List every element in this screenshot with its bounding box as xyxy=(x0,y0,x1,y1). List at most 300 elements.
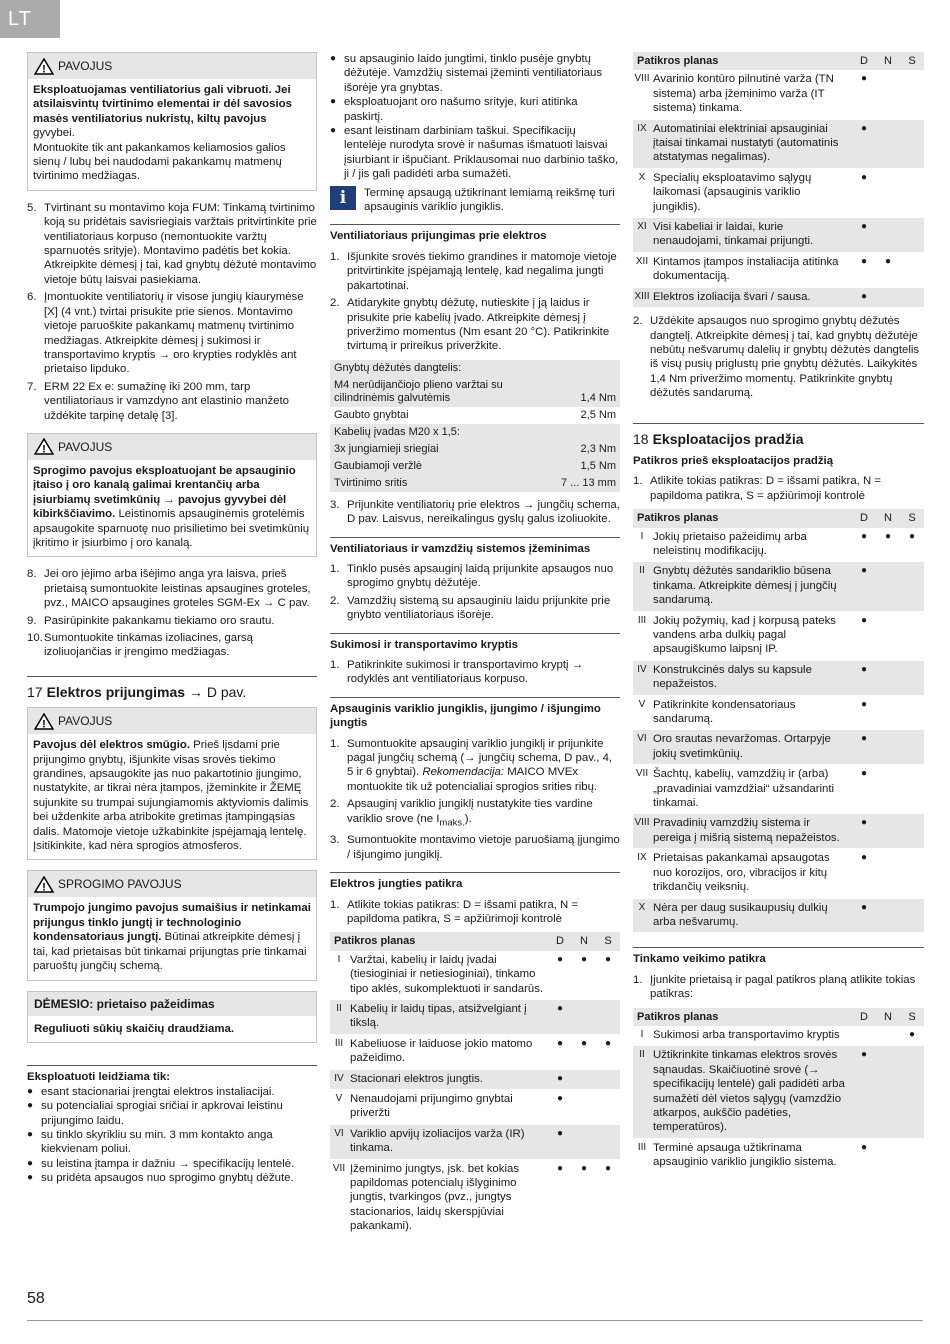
danger-body xyxy=(28,79,316,190)
spec-row xyxy=(330,377,620,407)
check-mark: ● xyxy=(548,1069,572,1089)
bullet-text: su leistina įtampa ir dažniu → specifikacijų lentelė. xyxy=(41,1157,295,1170)
spec-row xyxy=(330,360,620,377)
spec-row xyxy=(330,458,620,475)
check-mark xyxy=(876,611,900,660)
column-header: N xyxy=(572,932,596,950)
row-numeral: X xyxy=(633,898,653,933)
table-row xyxy=(633,168,924,217)
check-mark xyxy=(876,218,900,253)
row-text: Prietaisas pakankamai apsaugotas nuo korozijos, oro, vibracijos ir kitų trikdančių veiksnių. xyxy=(653,849,852,898)
table-header-row xyxy=(330,932,620,950)
step-text xyxy=(347,797,620,830)
row-text: Konstrukcinės dalys su kapsule nepažeistos. xyxy=(653,660,852,695)
check-mark xyxy=(900,730,924,765)
bullet-icon: ● xyxy=(27,1128,34,1140)
list-item xyxy=(330,658,620,687)
check-mark xyxy=(900,765,924,814)
danger-body xyxy=(28,897,316,979)
operation-check-intro xyxy=(633,973,924,1002)
check-mark: ● xyxy=(876,252,900,287)
check-mark xyxy=(876,1046,900,1138)
check-mark xyxy=(572,1124,596,1159)
page-number: 58 xyxy=(27,1290,45,1307)
row-numeral: XII xyxy=(633,252,653,287)
list-item xyxy=(27,1171,317,1185)
table-row xyxy=(633,849,924,898)
spec-row xyxy=(330,441,620,458)
step-number: 1. xyxy=(330,737,340,750)
table-row xyxy=(633,1026,924,1046)
operation-check-heading: Tinkamo veikimo patikra xyxy=(633,947,924,966)
check-mark: ● xyxy=(596,1159,620,1237)
list-item xyxy=(330,898,620,927)
check-mark xyxy=(876,898,900,933)
figure-reference: → D pav. xyxy=(188,683,247,700)
rotation-steps xyxy=(330,658,620,687)
list-item xyxy=(330,737,620,795)
bullet-text: esant leistinam darbiniam taškui. Specifikacijų lentelėje nurodyta srovė ir našumas išmatuoti laisvai įsiurbiant ir išpučiant. Priklausomai nuo darbinio taško, ji / jis gali padidėti arba sumažėti. xyxy=(344,125,619,181)
step-number: 2. xyxy=(330,798,340,811)
danger-header xyxy=(28,708,316,734)
danger-bold-text: Eksploatuojamas ventiliatorius gali vibruoti. Jei atsilaisvintų tvirtinimo elementai ir dėl savosios masės ventiliatorius nukristų, kiltų pavojus xyxy=(33,84,292,125)
row-numeral: X xyxy=(633,168,653,217)
bullet-text: esant stacionariai įrengtai elektros instaliacijai. xyxy=(41,1085,275,1098)
check-mark xyxy=(876,1138,900,1173)
check-mark: ● xyxy=(572,1034,596,1069)
check-mark: ● xyxy=(852,70,876,119)
step-text: Vamzdžių sistemą su apsauginiu laidu prijunkite prie gnybto ventiliatoriaus išorėje. xyxy=(347,594,611,622)
check-mark xyxy=(900,252,924,287)
column-header: D xyxy=(852,509,876,527)
table-header-row xyxy=(633,1008,924,1026)
info-note xyxy=(330,186,620,215)
bullet-text: su tinklo skyrikliu su min. 3 mm kontakto anga kiekvienam poliui. xyxy=(41,1128,273,1156)
check-mark xyxy=(876,695,900,730)
check-mark xyxy=(900,611,924,660)
danger-text: Leistinomis apsauginėmis grotelėmis apsaugokite sparnuotę nuo prisilietimo bei svetimkūnių įkritimo ir įsiurbimo į oro kanalą. xyxy=(33,508,310,549)
check-mark: ● xyxy=(548,1124,572,1159)
check-mark: ● xyxy=(852,660,876,695)
spec-row xyxy=(330,407,620,424)
step-number: 6. xyxy=(27,291,37,304)
table-row xyxy=(330,999,620,1034)
bullet-icon: ● xyxy=(330,125,337,137)
row-text: Sukimosi arba transportavimo kryptis xyxy=(653,1026,852,1046)
step-text xyxy=(347,737,620,795)
row-text: Automatiniai elektriniai apsauginiai įtaisai tinkamai nustatyti (automatinis atstatymas negalimas). xyxy=(653,119,852,168)
table-row xyxy=(633,814,924,849)
motor-switch-heading: Apsauginis variklio jungiklis, įjungimo / išjungimo jungtis xyxy=(330,697,620,731)
row-text: Kintamos įtampos instaliacija atitinka dokumentaciją. xyxy=(653,252,852,287)
step-number: 9. xyxy=(27,614,37,627)
row-numeral: VI xyxy=(330,1124,350,1159)
step-number: 7. xyxy=(27,380,37,393)
check-mark xyxy=(900,119,924,168)
spec-label: Gaubto gnybtai xyxy=(334,408,409,421)
row-numeral: XIII xyxy=(633,287,653,307)
spec-label: Kabelių įvadas M20 x 1,5: xyxy=(330,424,550,441)
step-number: 10. xyxy=(27,632,43,644)
warning-triangle-icon xyxy=(34,438,54,455)
list-item xyxy=(633,973,924,1002)
table-row xyxy=(330,1090,620,1125)
step-text: Tinklo pusės apsauginį laidą prijunkite apsaugos nuo sprogimo gnybtų dėžutėje. xyxy=(347,562,614,590)
step-number: 2. xyxy=(330,594,340,607)
list-item xyxy=(27,631,317,660)
check-mark: ● xyxy=(852,898,876,933)
spec-label: 3x jungiamieji sriegiai xyxy=(330,441,550,458)
bullet-text: eksploatuojant oro našumo srityje, kuri atitinka paskirtį. xyxy=(344,96,578,123)
row-text: Kabelių ir laidų tipas, atsižvelgiant į tikslą. xyxy=(350,999,548,1034)
allowed-heading: Eksploatuoti leidžiama tik: xyxy=(27,1065,317,1084)
row-numeral: I xyxy=(633,528,653,562)
step-text: Patikrinkite sukimosi ir transportavimo kryptį → rodyklės ant ventiliatoriaus korpuso. xyxy=(347,658,584,686)
check-mark xyxy=(596,999,620,1034)
check-mark: ● xyxy=(852,528,876,562)
row-numeral: IV xyxy=(633,660,653,695)
step-text: Prijunkite ventiliatorių prie elektros → jungčių schema, D pav. Laisvus, nereikalingus gyslų galus izoliuokite. xyxy=(347,498,620,526)
check-mark xyxy=(572,999,596,1034)
danger-header xyxy=(28,53,316,79)
row-text: Nenaudojami prijungimo gnybtai priveržti xyxy=(350,1090,548,1125)
table-header-row xyxy=(633,509,924,527)
section-title: Elektros prijungimas xyxy=(46,683,186,700)
check-mark xyxy=(852,1026,876,1046)
check-mark: ● xyxy=(852,218,876,253)
column-header: N xyxy=(876,509,900,527)
check-mark: ● xyxy=(548,951,572,1000)
check-mark xyxy=(900,814,924,849)
bullet-icon: ● xyxy=(27,1172,34,1184)
danger-body xyxy=(28,734,316,859)
notice-header xyxy=(28,992,316,1016)
check-mark: ● xyxy=(876,528,900,562)
step-text-part: Sumontuokite apsauginį variklio jungiklį ir prijunkite pagal jungčių schemą (→ jungčių schema, D pav., 4, 5 ir 6 gnybtai). xyxy=(347,737,613,779)
row-numeral: III xyxy=(633,611,653,660)
row-text: Terminė apsauga užtikrinama apsauginio variklio jungiklio sistema. xyxy=(653,1138,852,1173)
table-row xyxy=(633,287,924,307)
precheck-heading: Patikros prieš eksploatacijos pradžią xyxy=(633,454,834,467)
danger-paragraph: Montuokite tik ant pakankamos keliamosios galios sienų / lubų bei naudodami pakankamų matmenų tvirtinimo medžiagas. xyxy=(33,141,286,183)
row-text: Elektros izoliacija švari / sausa. xyxy=(653,287,852,307)
check-mark: ● xyxy=(548,1034,572,1069)
column-left xyxy=(27,52,317,1186)
column-header: S xyxy=(900,509,924,527)
step-text: Uždėkite apsaugos nuo sprogimo gnybtų dėžutės dangtelį. Atkreipkite dėmesį į tai, kad gnybtų dėžutėje nebūtų nešvarumų dalelių ir gnybtų dėžutės dangtelis iš visų pusių priglustų prie gnybtų dėžutės. Laikykitės 1,4 Nm priveržimo momentų. Patikrinkite gnybtų dėžutės sandarumą. xyxy=(650,315,920,400)
check-mark: ● xyxy=(852,765,876,814)
step-number: 5. xyxy=(27,201,37,214)
spec-label: Gaubiamoji veržlė xyxy=(330,458,550,475)
list-item xyxy=(27,290,317,376)
step-text: Įjunkite prietaisą ir pagal patikros planą atlikite tokias patikras: xyxy=(650,973,916,1001)
rotation-heading: Sukimosi ir transportavimo kryptis xyxy=(330,633,620,652)
grounding-steps xyxy=(330,562,620,623)
list-item xyxy=(27,1085,317,1099)
check-mark: ● xyxy=(548,999,572,1034)
bullet-icon: ● xyxy=(27,1085,34,1097)
check-mark xyxy=(876,562,900,611)
column-header: N xyxy=(876,1008,900,1026)
warning-triangle-icon xyxy=(34,876,54,893)
danger-body xyxy=(28,460,316,556)
check-mark: ● xyxy=(596,951,620,1000)
step-number: 3. xyxy=(330,498,340,511)
table-row xyxy=(633,1046,924,1138)
spec-value: 1,5 Nm xyxy=(550,458,620,475)
danger-header xyxy=(28,871,316,897)
table-row xyxy=(633,252,924,287)
explosion-hazard-box xyxy=(27,870,317,980)
row-text: Patikrinkite kondensatoriaus sandarumą. xyxy=(653,695,852,730)
list-item xyxy=(27,380,317,423)
row-text: Nėra per daug susikaupusių dulkių arba nešvarumų. xyxy=(653,898,852,933)
motor-switch-steps xyxy=(330,737,620,863)
column-header: D xyxy=(548,932,572,950)
check-mark: ● xyxy=(596,1034,620,1069)
row-text: Šachtų, kabelių, vamzdžių ir (arba) „pravadiniai vamzdžiai“ užsandarinti tinkamai. xyxy=(653,765,852,814)
row-text: Varžtai, kabelių ir laidų įvadai (tiesioginiai ir netiesioginiai), tinkamo tipo aklės, sukomplektuoti ir sandarūs. xyxy=(350,951,548,1000)
step-text-part: MAICO MVEx montuokite tik už potencialiai sprogios srities ribų. xyxy=(347,766,598,793)
check-mark: ● xyxy=(852,119,876,168)
row-numeral: VIII xyxy=(633,814,653,849)
check-mark: ● xyxy=(548,1090,572,1125)
column-header: S xyxy=(900,1008,924,1026)
row-text: Gnybtų dėžutės sandariklio būsena tinkama. Atkreipkite dėmesį į jungčių sandarumą. xyxy=(653,562,852,611)
step-number: 1. xyxy=(330,658,340,671)
danger-box-explosion xyxy=(27,433,317,557)
spec-value: 2,5 Nm xyxy=(580,408,616,421)
column-header: N xyxy=(876,52,900,70)
column-right xyxy=(633,52,924,1180)
danger-bold-text: Pavojus dėl elektros smūgio. xyxy=(33,739,190,752)
check-mark: ● xyxy=(852,252,876,287)
warning-triangle-icon xyxy=(34,713,54,730)
bullet-icon: ● xyxy=(27,1100,34,1112)
section-number: 17 xyxy=(27,683,43,700)
list-item xyxy=(330,52,620,95)
spec-label: Gnybtų dėžutės dangtelis: xyxy=(330,360,550,377)
spec-row xyxy=(330,475,620,492)
bullet-text: su pridėta apsaugos nuo sprogimo gnybtų dėžute. xyxy=(41,1172,294,1185)
check-mark: ● xyxy=(852,287,876,307)
check-mark xyxy=(596,1124,620,1159)
table-row xyxy=(633,660,924,695)
column-header: S xyxy=(596,932,620,950)
check-mark xyxy=(876,814,900,849)
notice-box xyxy=(27,991,317,1044)
step-number: 1. xyxy=(330,250,340,263)
check-mark xyxy=(900,168,924,217)
list-item xyxy=(330,797,620,830)
spec-value xyxy=(550,424,620,441)
table-row xyxy=(633,611,924,660)
check-mark xyxy=(900,660,924,695)
footer-rule xyxy=(27,1320,923,1321)
row-text: Stacionari elektros jungtis. xyxy=(350,1069,548,1089)
list-item xyxy=(330,250,620,293)
step-text: Atlikite tokias patikras: D = išsami patikra, N = papildoma patikra, S = apžiūrimoji kontrolė xyxy=(650,475,882,502)
list-item xyxy=(330,833,620,862)
danger-box-electric xyxy=(27,707,317,860)
connection-steps xyxy=(330,250,620,354)
danger-title: PAVOJUS xyxy=(58,58,113,73)
row-numeral: I xyxy=(633,1026,653,1046)
spec-value xyxy=(550,360,620,377)
check-mark xyxy=(876,1026,900,1046)
row-text: Kabeliuose ir laiduose jokio matomo pažeidimo. xyxy=(350,1034,548,1069)
table-row xyxy=(633,730,924,765)
check-mark: ● xyxy=(852,1138,876,1173)
row-numeral: VIII xyxy=(633,70,653,119)
danger-box-vibration xyxy=(27,52,317,191)
table-row xyxy=(330,1034,620,1069)
table-row xyxy=(633,695,924,730)
step-text: Sumontuokite montavimo vietoje paruošiamą įjungimo / išjungimo jungiklį. xyxy=(347,834,620,861)
spec-value: 2,3 Nm xyxy=(550,441,620,458)
check-mark xyxy=(900,562,924,611)
check-mark xyxy=(876,730,900,765)
check-mark xyxy=(900,898,924,933)
check-plan-table xyxy=(330,932,620,1237)
spec-row xyxy=(330,424,620,441)
check-mark xyxy=(900,218,924,253)
table-row xyxy=(330,1124,620,1159)
subscript: maks. xyxy=(439,816,465,828)
step-text: Sumontuokite tinkamas izoliacines, garsą izoliuojančias ir įrengimo medžiagas. xyxy=(44,632,253,659)
step-text-part: Apsauginį variklio jungiklį nustatykite ties vardine variklio srove (ne I xyxy=(347,798,593,825)
step-number: 2. xyxy=(633,315,643,328)
row-text: Avarinio kontūro pilnutinė varža (TN sistema) arba įžeminimo varža (IT sistema) tinkama. xyxy=(653,70,852,119)
bullet-icon: ● xyxy=(330,53,337,64)
column-header: S xyxy=(900,52,924,70)
section-heading-18 xyxy=(633,423,924,446)
notice-body: Reguliuoti sūkių skaičių draudžiama. xyxy=(34,1022,235,1035)
table-header: Patikros planas xyxy=(330,932,548,950)
notice-title: prietaiso pažeidimas xyxy=(93,996,215,1011)
row-numeral: II xyxy=(330,999,350,1034)
row-text: Specialių eksploatavimo sąlygų laikomasi (apsauginis variklio jungiklis). xyxy=(653,168,852,217)
check-mark: ● xyxy=(852,562,876,611)
table-row xyxy=(330,1159,620,1237)
spec-label: M4 nerūdijančiojo plieno varžtai su cilindrinėmis galvutėmis xyxy=(330,377,550,407)
check-mark xyxy=(572,1090,596,1125)
check-mark: ● xyxy=(900,528,924,562)
svg-text:!: ! xyxy=(42,63,46,75)
table-header: Patikros planas xyxy=(633,52,852,70)
check-mark: ● xyxy=(548,1159,572,1237)
step-number: 1. xyxy=(330,562,340,575)
spec-value: 1,4 Nm xyxy=(550,377,620,407)
check-mark xyxy=(900,287,924,307)
section-heading-17 xyxy=(27,676,317,699)
row-text: Jokių požymių, kad į korpusą pateks vandens arba dulkių pagal apsaugiškumo laipsnį IP. xyxy=(653,611,852,660)
list-item xyxy=(330,124,620,182)
check-mark: ● xyxy=(852,695,876,730)
spec-value: 7 ... 13 mm xyxy=(550,475,620,492)
check-mark: ● xyxy=(572,1159,596,1237)
column-middle xyxy=(330,52,620,1244)
step-number: 8. xyxy=(27,568,37,581)
check-mark xyxy=(900,849,924,898)
check-mark xyxy=(900,1046,924,1138)
row-numeral: V xyxy=(633,695,653,730)
check-heading: Elektros jungties patikra xyxy=(330,872,620,891)
precheck-intro xyxy=(633,474,924,503)
check-mark xyxy=(596,1069,620,1089)
installation-steps-continued xyxy=(27,567,317,659)
list-item xyxy=(27,1128,317,1157)
allowed-list-continued xyxy=(330,52,620,182)
check-mark xyxy=(900,1138,924,1173)
row-text: Įžeminimo jungtys, įsk. bet kokias papildomas potencialų išlyginimo jungtis, tvarkingos (pvz., jungtys stacionarios, laidų skerspjūviai pakankami). xyxy=(350,1159,548,1237)
table-row xyxy=(633,119,924,168)
step-text: Išjunkite srovės tiekimo grandines ir matomoje vietoje pritvirtinkite įspėjamąją lentelę, kad negalima jungti pakartotinai. xyxy=(347,250,617,292)
table-row xyxy=(633,1138,924,1173)
row-text: Pravadinių vamzdžių sistema ir pereiga į mišrią sistemą nepažeistos. xyxy=(653,814,852,849)
check-mark xyxy=(876,70,900,119)
list-item xyxy=(27,614,317,628)
danger-text: gyvybei. xyxy=(33,127,75,140)
step-text: Atidarykite gnybtų dėžutę, nutieskite į ją laidus ir prisukite prie kabelių įvado. Atkreipkite dėmesį į priveržimo momentus (Nm esant 20 °C). Patikrinkite tvirtumą ir prireikus priveržkite. xyxy=(347,297,610,353)
list-item xyxy=(27,567,317,610)
danger-bold-text: Sprogimo pavojus eksploatuojant be apsauginio įtaiso į oro kanalą galimai krentančių arba įsiurbiamų svetimkūnių → pavojus gyvybei dėl kibirkščiavimo. xyxy=(33,464,296,521)
check-mark xyxy=(572,1069,596,1089)
info-icon: i xyxy=(330,186,356,210)
row-numeral: V xyxy=(330,1090,350,1125)
check-mark xyxy=(876,849,900,898)
check-mark xyxy=(596,1090,620,1125)
list-item xyxy=(633,314,924,400)
row-numeral: XI xyxy=(633,218,653,253)
connection-step-3 xyxy=(330,498,620,527)
svg-text:!: ! xyxy=(42,881,46,893)
check-mark: ● xyxy=(900,1026,924,1046)
connection-heading: Ventiliatoriaus prijungimas prie elektros xyxy=(330,224,620,243)
row-numeral: VII xyxy=(633,765,653,814)
list-item xyxy=(330,498,620,527)
step-number: 2. xyxy=(330,297,340,310)
table-row xyxy=(633,898,924,933)
step-text-part: ). xyxy=(464,812,472,825)
row-text: Visi kabeliai ir laidai, kurie nenaudojami, tinkamai prijungti. xyxy=(653,218,852,253)
precheck-table xyxy=(633,509,924,933)
danger-title: PAVOJUS xyxy=(58,439,113,454)
step-text: Įmontuokite ventiliatorių ir visose jungių kiaurymėse [X] (4 vnt.) tvirtai prisukite prie sienos. Montavimo vietoje paruoškite pakankamų matmenų tvirtinimo medžiagas. Atkreipkite dėmesį į sukimosi ir transportavimo kryptis → oro krypties rodyklės ant prietaiso lipduko. xyxy=(44,291,304,376)
table-row xyxy=(330,951,620,1000)
step-number: 3. xyxy=(330,834,340,847)
table-row xyxy=(633,218,924,253)
row-numeral: IV xyxy=(330,1069,350,1089)
table-row xyxy=(330,1069,620,1089)
row-numeral: IX xyxy=(633,849,653,898)
row-numeral: III xyxy=(633,1138,653,1173)
check-mark: ● xyxy=(852,168,876,217)
row-numeral: II xyxy=(633,1046,653,1138)
list-item xyxy=(330,296,620,354)
bullet-icon: ● xyxy=(330,96,337,108)
svg-text:!: ! xyxy=(42,718,46,730)
row-text: Užtikrinkite tinkamas elektros srovės sąnaudas. Skaičiuotinė srovė (→ specifikacijų lentelė) gali padidėti arba sumažėti dėl vietos sąlygų (vamzdžio atkarpos, aukščio padėties, temperatūros). xyxy=(653,1046,852,1138)
allowed-list xyxy=(27,1085,317,1186)
list-item xyxy=(330,95,620,124)
check-mark xyxy=(876,765,900,814)
step-number: 1. xyxy=(633,973,643,986)
row-numeral: IX xyxy=(633,119,653,168)
row-numeral: VI xyxy=(633,730,653,765)
check-mark: ● xyxy=(852,611,876,660)
bullet-text: su potencialiai sprogiai sričiai ir apkrovai leistinu prijungimo laidu. xyxy=(41,1100,283,1127)
